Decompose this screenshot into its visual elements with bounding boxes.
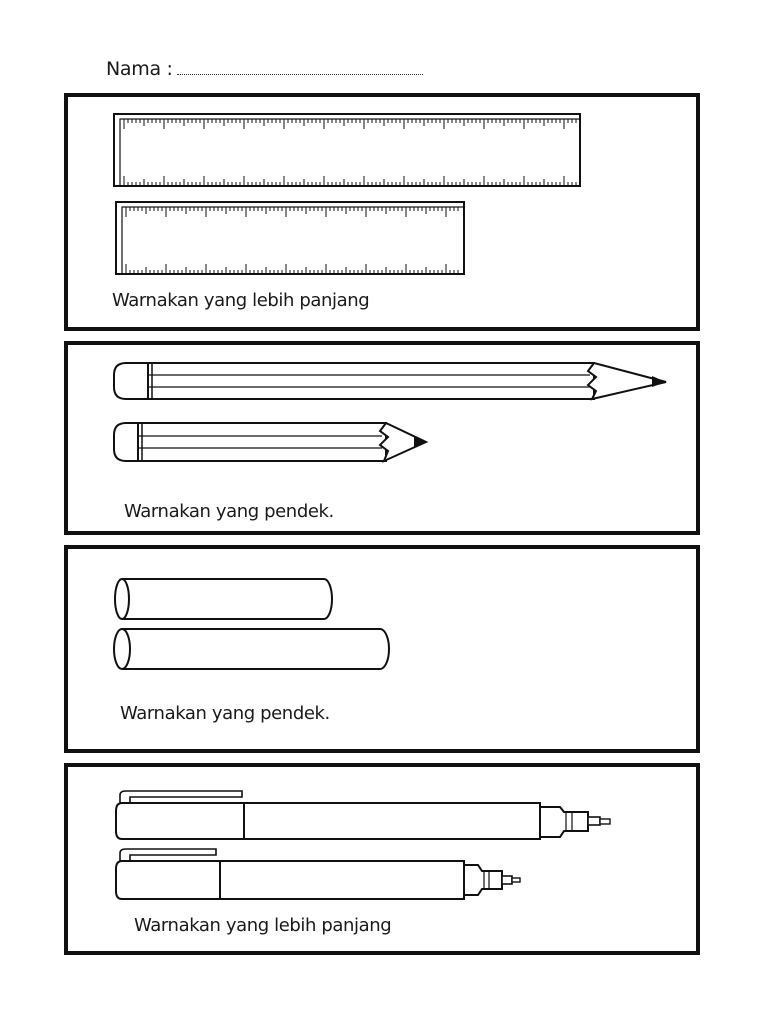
long-cylinder[interactable] [114, 629, 389, 669]
long-pencil[interactable] [114, 363, 666, 399]
name-field [106, 58, 423, 80]
instruction-text: Warnakan yang lebih panjang [134, 915, 392, 936]
instruction-text: Warnakan yang lebih panjang [112, 290, 370, 311]
short-pen[interactable] [116, 849, 520, 899]
panel-pens [64, 763, 700, 955]
name-label: Nama : [106, 58, 173, 80]
instruction-text: Warnakan yang pendek. [120, 703, 330, 724]
name-blank-line[interactable] [177, 60, 423, 75]
instruction-text: Warnakan yang pendek. [124, 501, 334, 522]
short-pencil[interactable] [114, 423, 426, 461]
long-ruler[interactable] [114, 114, 580, 186]
long-pen[interactable] [116, 791, 610, 839]
short-cylinder[interactable] [115, 579, 332, 619]
panel-cylinders [64, 545, 700, 753]
panel-pencils [64, 341, 700, 535]
panel-rulers [64, 93, 700, 331]
short-ruler[interactable] [116, 202, 464, 274]
